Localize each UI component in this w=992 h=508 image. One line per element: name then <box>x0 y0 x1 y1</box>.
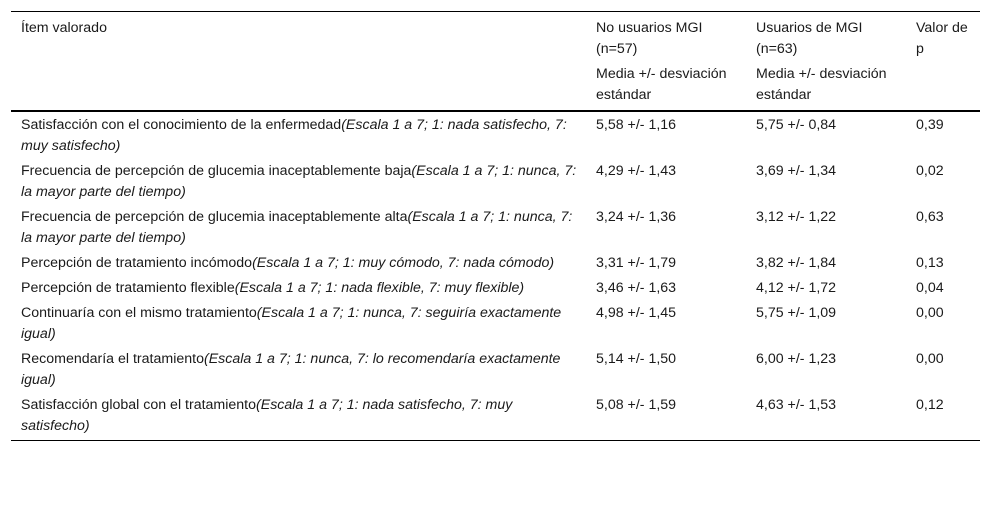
row-item <box>11 347 586 393</box>
p-value: 0,02 <box>916 163 944 179</box>
header-p-value: Valor de p <box>906 12 980 65</box>
row-item <box>11 393 586 441</box>
table-header <box>11 12 980 112</box>
header-item-sub <box>11 64 586 111</box>
users-value: 3,69 +/- 1,34 <box>756 163 837 179</box>
table-row <box>11 205 980 251</box>
satisfaction-table <box>11 11 980 441</box>
p-value: 0,00 <box>916 305 944 321</box>
no-users-value: 3,46 +/- 1,63 <box>596 280 677 296</box>
users-value: 6,00 +/- 1,23 <box>756 351 837 367</box>
no-users-value: 5,08 +/- 1,59 <box>586 393 746 441</box>
users-value: 3,12 +/- 1,22 <box>756 209 837 225</box>
p-value: 0,00 <box>916 351 944 367</box>
table-row <box>11 159 980 205</box>
table-body <box>11 111 980 441</box>
row-item <box>11 251 586 276</box>
item-label: Satisfacción con el conocimiento de la enfermedad <box>21 117 342 133</box>
no-users-value: 5,58 +/- 1,16 <box>596 117 677 133</box>
header-users: Usuarios de MGI (n=63) <box>746 12 906 65</box>
p-value: 0,39 <box>916 117 944 133</box>
item-scale: (Escala 1 a 7; 1: nunca, 7: lo recomendaría exactamente igual) <box>21 351 561 388</box>
item-scale: (Escala 1 a 7; 1: muy cómodo, 7: nada cómodo) <box>252 255 555 271</box>
header-no-users-sub: Media +/- desviación estándar <box>596 66 727 103</box>
users-value: 5,75 +/- 0,84 <box>756 117 837 133</box>
no-users-value: 4,98 +/- 1,45 <box>596 305 677 321</box>
header-p-value-sub <box>906 64 980 111</box>
table-row <box>11 251 980 276</box>
table-row <box>11 393 980 441</box>
no-users-value: 4,29 +/- 1,43 <box>596 163 677 179</box>
users-value: 3,82 +/- 1,84 <box>756 255 837 271</box>
no-users-value: 3,24 +/- 1,36 <box>596 209 677 225</box>
item-scale: (Escala 1 a 7; 1: nunca, 7: la mayor parte del tiempo) <box>21 209 573 246</box>
no-users-value: 5,14 +/- 1,50 <box>596 351 677 367</box>
item-scale: (Escala 1 a 7; 1: nunca, 7: seguiría exactamente igual) <box>21 305 562 342</box>
item-label: Satisfacción global con el tratamiento <box>21 397 257 413</box>
p-value: 0,63 <box>916 209 944 225</box>
row-item <box>11 301 586 347</box>
item-scale: (Escala 1 a 7; 1: nada flexible, 7: muy flexible) <box>234 280 525 296</box>
no-users-value: 3,31 +/- 1,79 <box>596 255 677 271</box>
table-row <box>11 347 980 393</box>
item-scale: (Escala 1 a 7; 1: nunca, 7: la mayor parte del tiempo) <box>21 163 577 200</box>
users-value: 5,75 +/- 1,09 <box>756 305 837 321</box>
row-item <box>11 111 586 159</box>
item-scale: (Escala 1 a 7; 1: nada satisfecho, 7: muy satisfecho) <box>21 397 513 434</box>
p-value: 0,12 <box>906 393 980 441</box>
item-label: Frecuencia de percepción de glucemia inaceptablemente alta <box>21 209 408 225</box>
row-item <box>11 276 586 301</box>
table-row <box>11 276 980 301</box>
item-scale: (Escala 1 a 7; 1: nada satisfecho, 7: muy satisfecho) <box>21 117 567 154</box>
header-no-users: No usuarios MGI (n=57) <box>586 12 746 65</box>
row-item <box>11 205 586 251</box>
p-value: 0,04 <box>916 280 944 296</box>
header-item: Ítem valorado <box>11 12 586 65</box>
item-label: Percepción de tratamiento flexible <box>21 280 235 296</box>
table-row <box>11 111 980 159</box>
item-label: Continuaría con el mismo tratamiento <box>21 305 257 321</box>
users-value: 4,12 +/- 1,72 <box>756 280 837 296</box>
header-users-sub: Media +/- desviación estándar <box>756 66 887 103</box>
table-row <box>11 301 980 347</box>
item-label: Recomendaría el tratamiento <box>21 351 204 367</box>
item-label: Frecuencia de percepción de glucemia inaceptablemente baja <box>21 163 412 179</box>
item-label: Percepción de tratamiento incómodo <box>21 255 253 271</box>
users-value: 4,63 +/- 1,53 <box>746 393 906 441</box>
p-value: 0,13 <box>916 255 944 271</box>
row-item <box>11 159 586 205</box>
